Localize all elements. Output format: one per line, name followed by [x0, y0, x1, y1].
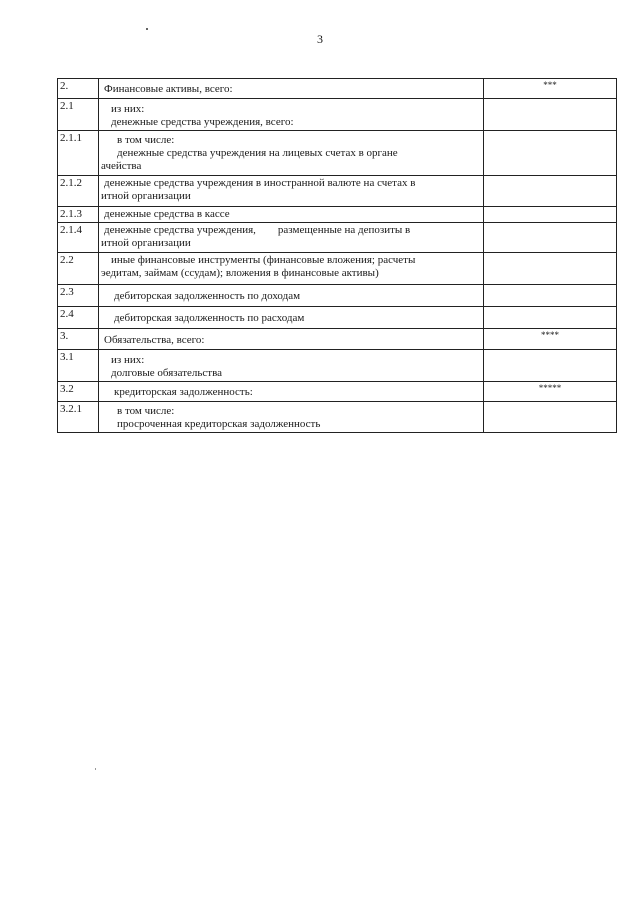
row-name-line: долговые обязательства — [111, 367, 223, 379]
row-number: 2.2 — [58, 253, 99, 285]
row-name-line: из них: — [111, 354, 145, 366]
row-value: ***** — [484, 382, 617, 402]
row-name-line: дебиторская задолженность по доходам — [114, 290, 301, 302]
row-name-line: Обязательства, всего: — [104, 334, 205, 346]
financial-table — [57, 78, 617, 433]
row-value — [484, 350, 617, 382]
table-row — [58, 307, 617, 329]
table-row — [58, 223, 617, 253]
row-name — [99, 223, 484, 253]
row-value — [484, 99, 617, 131]
row-name — [99, 176, 484, 207]
table-row — [58, 382, 617, 402]
row-value — [484, 402, 617, 433]
row-name — [99, 350, 484, 382]
row-value — [484, 176, 617, 207]
row-value — [484, 307, 617, 329]
row-value — [484, 285, 617, 307]
row-number: 3.2 — [58, 382, 99, 402]
row-number: 2.1 — [58, 99, 99, 131]
row-name-line: в том числе: — [117, 134, 175, 146]
row-name — [99, 329, 484, 350]
row-name — [99, 79, 484, 99]
row-value: **** — [484, 329, 617, 350]
scan-speck — [146, 28, 148, 30]
financial-table-body — [58, 79, 617, 433]
row-name-line: денежные средства учреждения в иностранной валюте на счетах в — [104, 177, 416, 189]
row-name-line: денежные средства учреждения на лицевых счетах в органе — [117, 147, 398, 159]
row-value — [484, 207, 617, 223]
row-name-line: дебиторская задолженность по расходам — [114, 312, 305, 324]
row-value — [484, 131, 617, 176]
table-row — [58, 402, 617, 433]
row-name — [99, 99, 484, 131]
row-number: 2. — [58, 79, 99, 99]
row-number: 2.1.1 — [58, 131, 99, 176]
row-name-line: денежные средства учреждения, всего: — [111, 116, 294, 128]
row-name-line: просроченная кредиторская задолженность — [117, 418, 321, 430]
table-row — [58, 285, 617, 307]
row-value — [484, 253, 617, 285]
table-row — [58, 131, 617, 176]
row-number: 2.1.2 — [58, 176, 99, 207]
row-name-line: из них: — [111, 103, 145, 115]
row-name-line: эедитам, займам (ссудам); вложения в финансовые активы) — [101, 267, 379, 279]
row-name-line: иные финансовые инструменты (финансовые вложения; расчеты — [111, 254, 416, 266]
row-name — [99, 402, 484, 433]
table-row — [58, 176, 617, 207]
row-value: *** — [484, 79, 617, 99]
row-name-line: итной организации — [101, 237, 191, 249]
table-row — [58, 99, 617, 131]
row-name-line: Финансовые активы, всего: — [104, 83, 233, 95]
row-value — [484, 223, 617, 253]
row-name — [99, 253, 484, 285]
row-name-line: денежные средства учреждения, размещенные на депозиты в — [104, 224, 411, 236]
row-name-line: ачейства — [101, 160, 142, 172]
table-row — [58, 253, 617, 285]
row-number: 2.1.4 — [58, 223, 99, 253]
row-name-line: кредиторская задолженность: — [114, 386, 253, 398]
row-number: 3. — [58, 329, 99, 350]
row-number: 2.1.3 — [58, 207, 99, 223]
table-row — [58, 207, 617, 223]
row-name — [99, 207, 484, 223]
row-name-line: денежные средства в кассе — [104, 208, 230, 220]
page-number: 3 — [317, 32, 323, 46]
scan-speck — [95, 768, 96, 770]
table-row — [58, 79, 617, 99]
row-name-line: итной организации — [101, 190, 191, 202]
table-row — [58, 329, 617, 350]
row-name — [99, 131, 484, 176]
row-name — [99, 285, 484, 307]
row-name-line: в том числе: — [117, 405, 175, 417]
row-number: 3.2.1 — [58, 402, 99, 433]
row-number: 2.4 — [58, 307, 99, 329]
row-number: 2.3 — [58, 285, 99, 307]
row-name — [99, 307, 484, 329]
row-number: 3.1 — [58, 350, 99, 382]
table-row — [58, 350, 617, 382]
row-name — [99, 382, 484, 402]
